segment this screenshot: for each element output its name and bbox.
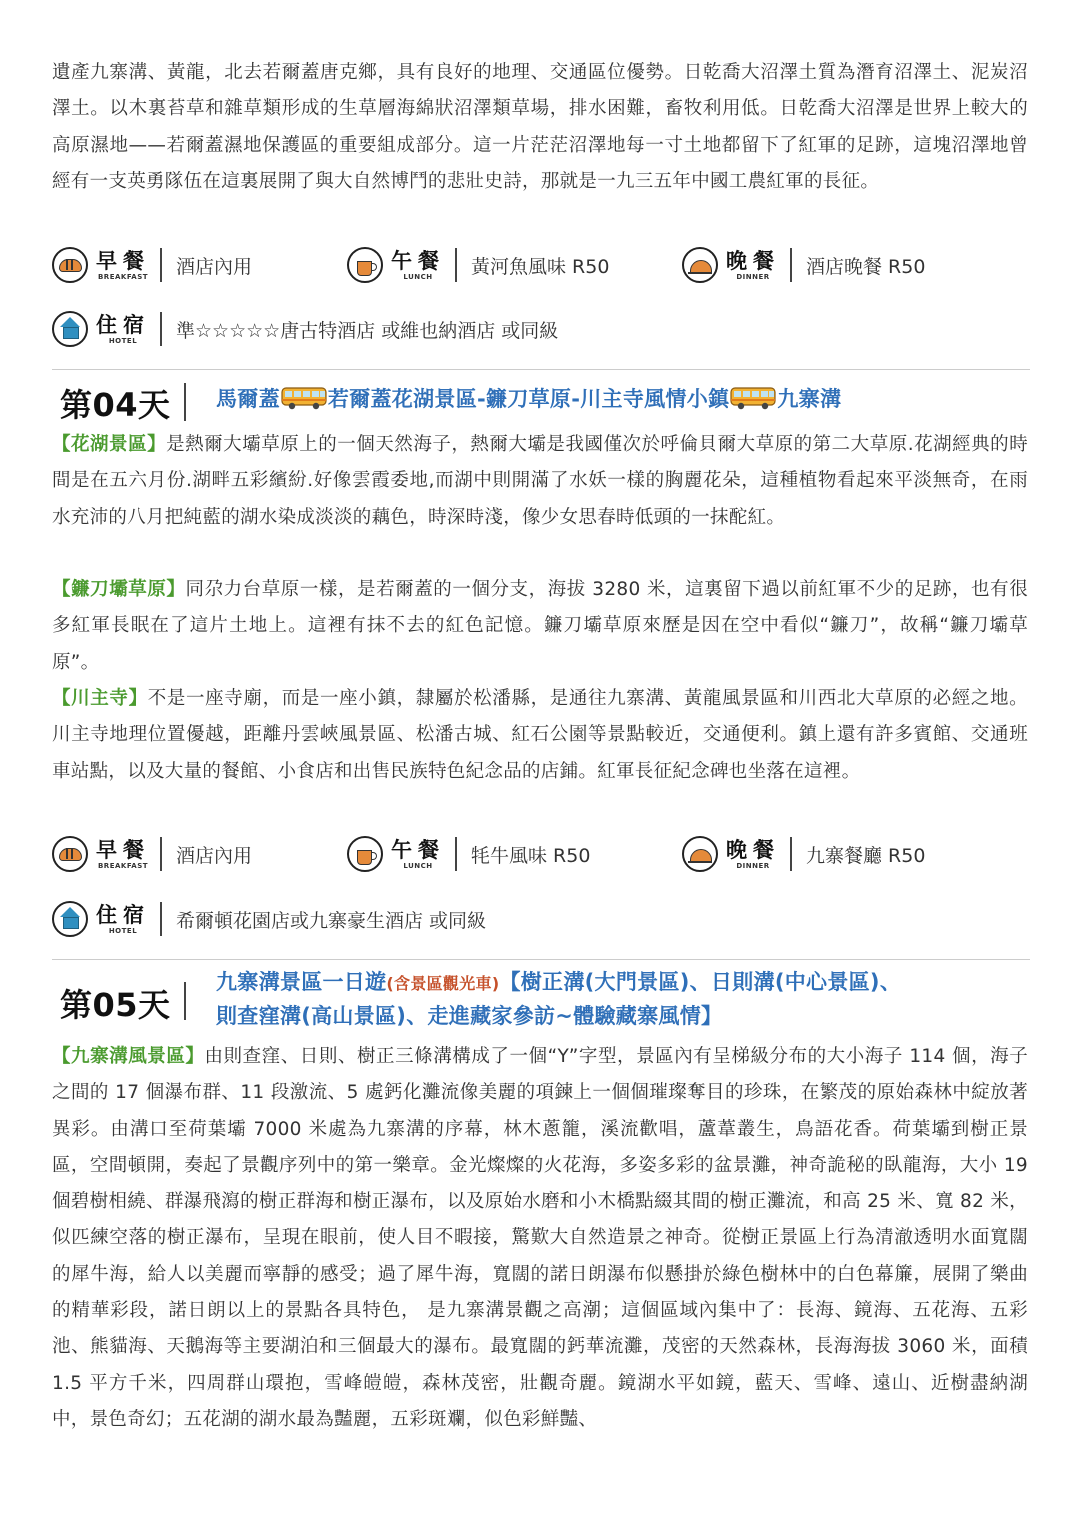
intro-paragraph: 遺產九寨溝、黃龍，北去若爾蓋唐克鄉，具有良好的地理、交通區位優勢。日乾喬大沼澤土質為潛育沼澤土、泥炭沼澤土。以木裏苔草和雜草類形成的生草層海綿狀沼澤類草場，排水困難，畜牧利用低。日乾喬大沼澤是世界上較大的高原濕地——若爾蓋濕地保護區的重要組成部分。這一片茫茫沼澤地每一寸土地都留下了紅軍的足跡，這塊沼澤地曾經有一支英勇隊伍在這裏展開了與大自然博鬥的悲壯史詩，那就是一九三五年中國工農紅軍的長征。 (52, 62, 1028, 192)
divider (455, 837, 457, 871)
section-divider (52, 369, 1030, 370)
section-text: 是熱爾大壩草原上的一個天然海子，熱爾大壩是我國僅次於呼倫貝爾大草原的第二大草原.花湖經典的時間是在五六月份.湖畔五彩繽紛.好像雲霞委地,而湖中則開滿了水妖一樣的胸麗花朵，這種植物看起來平淡無奇，在雨水充沛的八月把純藍的湖水染成淡淡的藕色，時深時淺，像少女思春時低頭的一抹酡紅。 (52, 434, 1028, 528)
breakfast-label: 早餐 (96, 837, 150, 862)
lunch-value: 黃河魚風味 R50 (471, 255, 610, 278)
house-icon (52, 901, 88, 937)
section-tag: 【花湖景區】 (52, 434, 167, 455)
day05-title-part3: 則查窪溝(高山景區)、走進藏家參訪~體驗藏寨風情】 (216, 1004, 723, 1028)
day05-title (216, 966, 901, 1033)
hotel-label-en: HOTEL (108, 926, 138, 935)
day05-title-main: 九寨溝景區一日遊 (216, 970, 387, 994)
dinner-value: 九寨餐廳 R50 (806, 844, 926, 867)
breakfast-label-en: BREAKFAST (97, 861, 149, 870)
lunch-label: 午餐 (391, 837, 445, 862)
day05-title-part2: 【樹正溝(大門景區)、日則溝(中心景區)、 (499, 970, 902, 994)
jiuzhaigou-paragraph (52, 1039, 1028, 1438)
section-text: 不是一座寺廟，而是一座小鎮，隸屬於松潘縣，是通往九寨溝、黃龍風景區和川西北大草原的必經之地。川主寺地理位置優越，距離丹雲峽風景區、松潘古城、紅石公園等景點較近，交通便利。鎮上還有許多賓館、交通班車站點，以及大量的餐館、小食店和出售民族特色紀念品的店鋪。紅軍長征紀念碑也坐落在這裡。 (52, 688, 1028, 782)
lunch-block (347, 832, 590, 876)
dinner-label-en: DINNER (736, 272, 770, 281)
divider (184, 383, 186, 421)
route-end: 九寨溝 (777, 387, 842, 411)
flower-lake-paragraph (52, 427, 1028, 536)
divider (184, 982, 186, 1020)
breakfast-block (52, 832, 252, 876)
dinner-label-en: DINNER (736, 861, 770, 870)
breakfast-value: 酒店內用 (176, 255, 253, 278)
divider (790, 837, 792, 871)
lunch-label-en: LUNCH (403, 272, 433, 281)
section-tag: 【川主寺】 (52, 688, 148, 709)
croissant-icon (52, 247, 88, 283)
dinner-label: 晚餐 (726, 248, 780, 273)
cloche-icon (682, 247, 718, 283)
divider (455, 248, 457, 282)
breakfast-label-en: BREAKFAST (97, 272, 149, 281)
hotel-row-day03 (52, 307, 1028, 351)
day05-title-note: (含景區觀光車) (386, 974, 500, 993)
bus-icon (281, 386, 327, 410)
hotel-block (52, 307, 558, 351)
breakfast-value: 酒店內用 (176, 844, 253, 867)
divider (160, 248, 162, 282)
section-divider (52, 959, 1030, 960)
croissant-icon (52, 836, 88, 872)
hotel-value: 希爾頓花園店或九寨豪生酒店 或同級 (176, 909, 487, 932)
cloche-icon (682, 836, 718, 872)
section-text: 同尕力台草原一樣，是若爾蓋的一個分支，海拔 3280 米，這裏留下過以前紅軍不少的足跡，也有很多紅軍長眠在了這片土地上。這裡有抹不去的紅色記憶。鐮刀壩草原來歷是因在空中看似“鐮刀”，故稱“鐮刀壩草原”。 (52, 579, 1028, 673)
chuanzhusi-paragraph (52, 681, 1028, 790)
breakfast-block (52, 243, 252, 287)
divider (160, 837, 162, 871)
day04-header (52, 378, 1030, 426)
breakfast-label: 早餐 (96, 248, 150, 273)
divider (790, 248, 792, 282)
hotel-value: 準☆☆☆☆☆唐古特酒店 或維也納酒店 或同級 (176, 319, 559, 342)
day05-header (52, 964, 1030, 1036)
meal-row-day04 (52, 832, 1028, 876)
lunch-block (347, 243, 609, 287)
lunch-label-en: LUNCH (403, 861, 433, 870)
route-middle: 若爾蓋花湖景區-鐮刀草原-川主寺風情小鎮 (327, 387, 730, 411)
hotel-label: 住宿 (96, 902, 150, 927)
hotel-label-en: HOTEL (108, 336, 138, 345)
sickle-grassland-paragraph (52, 572, 1028, 681)
coffee-cup-icon (347, 247, 383, 283)
bus-icon (730, 386, 776, 410)
section-tag: 【鐮刀壩草原】 (52, 579, 186, 600)
section-text: 由則查窪、日則、樹正三條溝構成了一個“Y”字型，景區內有呈梯級分布的大小海子 114 個，海子之間的 17 個瀑布群、11 段激流、5 處鈣化灘流像美麗的項鍊上一個個璀璨奪目的珍珠，在繁茂的原始森林中綻放著異彩。由溝口至荷葉壩 7000 米處為九寨溝的序幕，林木蔥籠，溪流歡唱，蘆葦叢生，鳥語花香。荷葉壩到樹正景區，空間頓開，奏起了景觀序列中的第一樂章。金光燦燦的火花海，多姿多彩的盆景灘，神奇詭秘的臥龍海，大小 19 個碧樹相繞、群瀑飛瀉的樹正群海和樹正瀑布，以及原始水磨和小木橋點綴其間的樹正灘流，和高 25 米、寬 82 米，似匹練空落的樹正瀑布，呈現在眼前，使人目不暇接，驚歎大自然造景之神奇。從樹正景區上行為清澈透明水面寬闊的犀牛海，給人以美麗而寧靜的感受；過了犀牛海，寬闊的諾日朗瀑布似懸掛於綠色樹林中的白色幕簾，展開了樂曲的精華彩段，諾日朗以上的景點各具特色， 是九寨溝景觀之高潮；這個區域內集中了：長海、鏡海、五花海、五彩池、熊貓海、天鵝海等主要湖泊和三個最大的瀑布。最寬闊的鈣華流灘，茂密的天然森林，長海海拔 3060 米，面積 1.5 平方千米，四周群山環抱，雪峰皚皚，森林茂密，壯觀奇麗。鏡湖水平如鏡，藍天、雪峰、遠山、近樹盡納湖中，景色奇幻；五花湖的湖水最為豔麗，五彩斑斕，似色彩鮮豔、 (52, 1046, 1029, 1430)
section-tag: 【九寨溝風景區】 (52, 1046, 205, 1067)
route-start: 馬爾蓋 (216, 387, 280, 411)
dinner-label: 晚餐 (726, 837, 780, 862)
day04-title (216, 383, 841, 416)
dinner-block (682, 832, 925, 876)
lunch-label: 午餐 (391, 248, 445, 273)
divider (160, 902, 162, 936)
house-icon (52, 311, 88, 347)
dinner-value: 酒店晚餐 R50 (806, 255, 926, 278)
lunch-value: 牦牛風味 R50 (471, 844, 591, 867)
dinner-block (682, 243, 925, 287)
hotel-row-day04 (52, 897, 1028, 941)
day04-label: 第04天 (60, 386, 171, 424)
meal-row-day03 (52, 243, 1028, 287)
coffee-cup-icon (347, 836, 383, 872)
day05-label: 第05天 (60, 986, 171, 1024)
hotel-label: 住宿 (96, 312, 150, 337)
hotel-block (52, 897, 486, 941)
divider (160, 312, 162, 346)
